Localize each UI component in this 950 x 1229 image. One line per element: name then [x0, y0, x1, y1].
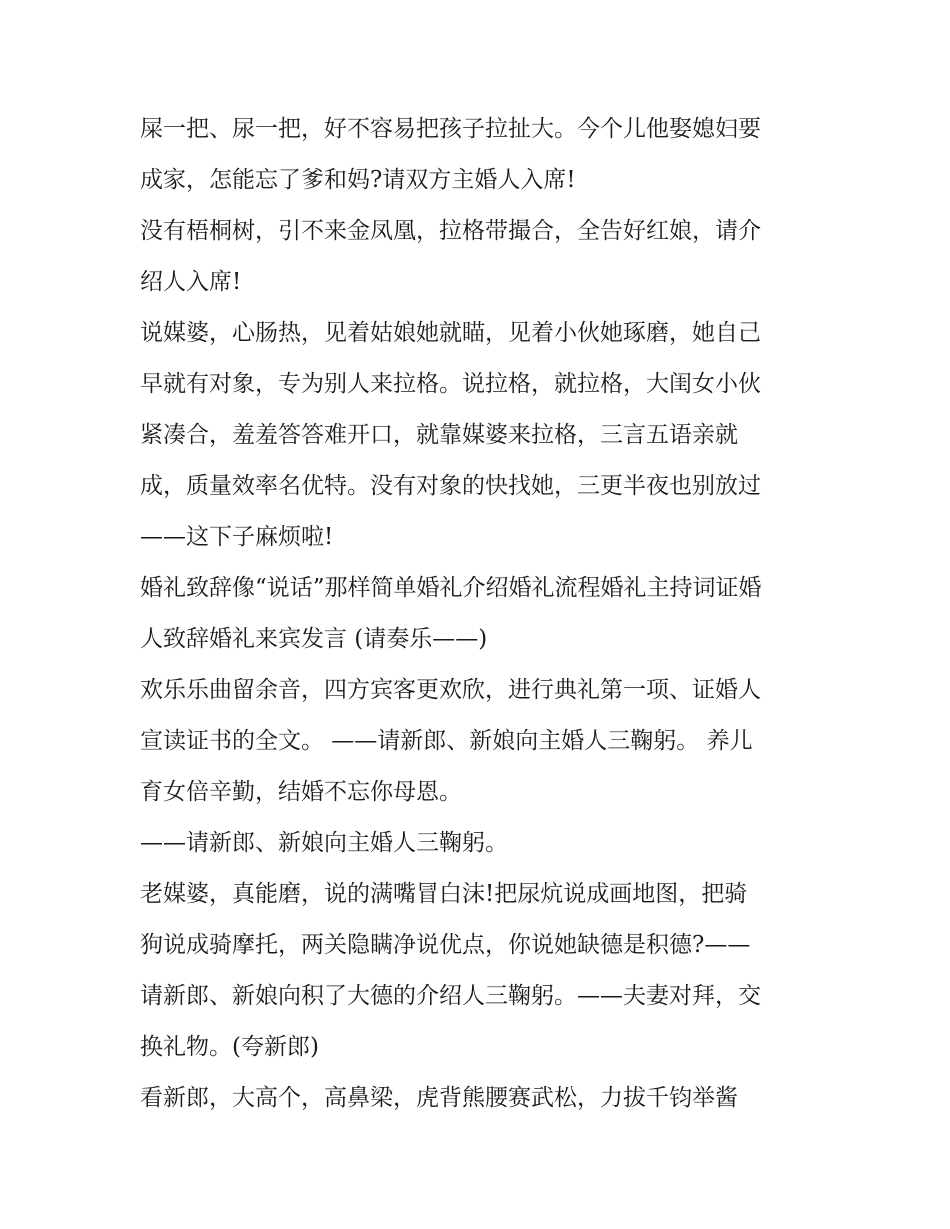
text-line: ——这下子麻烦啦! — [140, 524, 334, 550]
text-line: 换礼物。(夸新郎) — [140, 1034, 319, 1060]
text-line: 绍人入席! — [140, 269, 242, 295]
body-text — [140, 104, 815, 1124]
text-line: 狗说成骑摩托，两关隐瞒净说优点，你说她缺德是积德?—— — [140, 932, 751, 958]
text-line: 育女倍辛勤，结婚不忘你母恩。 — [140, 779, 462, 805]
text-line: 说媒婆，心肠热，见着姑娘她就瞄，见着小伙她琢磨，她自己 — [140, 320, 761, 346]
text-line: 成家，怎能忘了爹和妈?请双方主婚人入席! — [140, 167, 576, 193]
text-line: 欢乐乐曲留余音，四方宾客更欢欣，进行典礼第一项、证婚人 — [140, 677, 761, 703]
text-line: 早就有对象，专为别人来拉格。说拉格，就拉格，大闺女小伙 — [140, 371, 761, 397]
text-line: 成，质量效率名优特。没有对象的快找她，三更半夜也别放过 — [140, 473, 761, 499]
text-line: 没有梧桐树，引不来金凤凰，拉格带撮合，全告好红娘，请介 — [140, 218, 761, 244]
text-line: 婚礼致辞像“说话”那样简单婚礼介绍婚礼流程婚礼主持词证婚 — [140, 575, 762, 601]
text-line: 人致辞婚礼来宾发言 (请奏乐——) — [140, 626, 488, 652]
text-line: 屎一把、尿一把，好不容易把孩子拉扯大。今个儿他娶媳妇要 — [140, 116, 761, 142]
text-line: 请新郎、新娘向积了大德的介绍人三鞠躬。——夫妻对拜，交 — [140, 983, 761, 1009]
text-line: 看新郎，大高个，高鼻梁，虎背熊腰赛武松，力拔千钧举酱 — [140, 1085, 738, 1111]
text-line: 宣读证书的全文。 ——请新郎、新娘向主婚人三鞠躬。 养儿 — [140, 728, 753, 754]
text-line: 紧凑合，羞羞答答难开口，就靠媒婆来拉格，三言五语亲就 — [140, 422, 738, 448]
text-line: ——请新郎、新娘向主婚人三鞠躬。 — [140, 830, 508, 856]
text-line: 老媒婆，真能磨，说的满嘴冒白沫!把尿炕说成画地图，把骑 — [140, 881, 748, 907]
